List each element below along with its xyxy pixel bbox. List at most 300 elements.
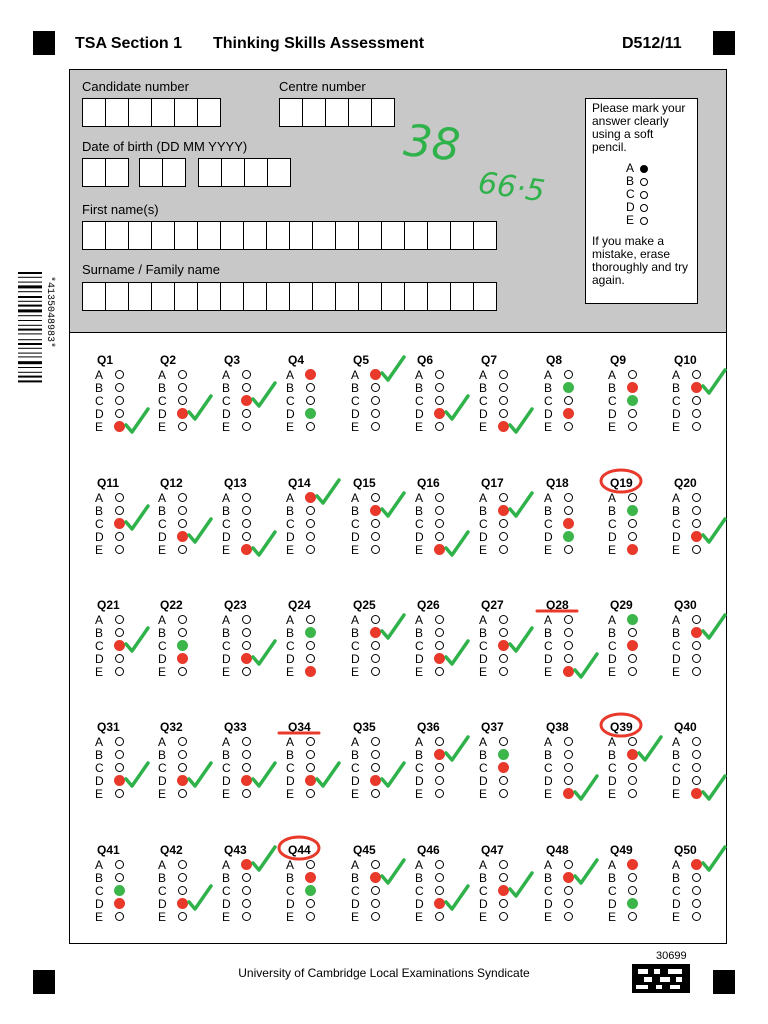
answer-bubble[interactable] (628, 737, 637, 746)
marked-answer-bubble[interactable] (434, 653, 445, 664)
answer-bubble[interactable] (499, 409, 508, 418)
marked-answer-bubble[interactable] (114, 898, 125, 909)
answer-bubble[interactable] (178, 737, 187, 746)
character-box[interactable] (162, 158, 186, 187)
answer-bubble[interactable] (435, 493, 444, 502)
character-box[interactable] (312, 282, 336, 311)
character-box[interactable] (289, 221, 313, 250)
character-box[interactable] (82, 158, 106, 187)
character-box[interactable] (381, 221, 405, 250)
answer-bubble[interactable] (435, 776, 444, 785)
answer-bubble[interactable] (564, 396, 573, 405)
marked-answer-bubble[interactable] (563, 408, 574, 419)
marked-answer-bubble[interactable] (305, 492, 316, 503)
character-box[interactable] (358, 221, 382, 250)
answer-bubble[interactable] (371, 641, 380, 650)
answer-bubble[interactable] (371, 422, 380, 431)
answer-bubble[interactable] (242, 493, 251, 502)
answer-bubble[interactable] (435, 789, 444, 798)
answer-bubble[interactable] (499, 860, 508, 869)
answer-bubble[interactable] (306, 519, 315, 528)
answer-bubble[interactable] (692, 912, 701, 921)
answer-bubble[interactable] (692, 545, 701, 554)
answer-bubble[interactable] (564, 422, 573, 431)
character-box[interactable] (151, 282, 175, 311)
correct-answer-bubble[interactable] (305, 627, 316, 638)
marked-answer-bubble[interactable] (177, 531, 188, 542)
answer-bubble[interactable] (242, 506, 251, 515)
answer-bubble[interactable] (435, 912, 444, 921)
answer-bubble[interactable] (499, 370, 508, 379)
answer-bubble[interactable] (115, 409, 124, 418)
correct-answer-bubble[interactable] (177, 640, 188, 651)
answer-bubble[interactable] (499, 873, 508, 882)
character-box[interactable] (128, 282, 152, 311)
answer-bubble[interactable] (371, 899, 380, 908)
answer-bubble[interactable] (435, 422, 444, 431)
answer-bubble[interactable] (115, 654, 124, 663)
answer-bubble[interactable] (371, 383, 380, 392)
answer-bubble[interactable] (564, 912, 573, 921)
correct-answer-bubble[interactable] (114, 885, 125, 896)
marked-answer-bubble[interactable] (434, 898, 445, 909)
answer-bubble[interactable] (692, 899, 701, 908)
marked-answer-bubble[interactable] (434, 544, 445, 555)
answer-bubble[interactable] (435, 396, 444, 405)
marked-answer-bubble[interactable] (434, 408, 445, 419)
character-box[interactable] (427, 282, 451, 311)
marked-answer-bubble[interactable] (691, 859, 702, 870)
dob-month-field[interactable] (139, 158, 185, 187)
answer-bubble[interactable] (115, 750, 124, 759)
answer-bubble[interactable] (178, 873, 187, 882)
answer-bubble[interactable] (692, 396, 701, 405)
answer-bubble[interactable] (499, 654, 508, 663)
answer-bubble[interactable] (371, 615, 380, 624)
answer-bubble[interactable] (371, 789, 380, 798)
answer-bubble[interactable] (371, 409, 380, 418)
answer-bubble[interactable] (242, 789, 251, 798)
answer-bubble[interactable] (115, 545, 124, 554)
character-box[interactable] (348, 98, 372, 127)
answer-bubble[interactable] (564, 654, 573, 663)
character-box[interactable] (266, 282, 290, 311)
answer-bubble[interactable] (115, 737, 124, 746)
answer-bubble[interactable] (242, 370, 251, 379)
answer-bubble[interactable] (499, 383, 508, 392)
answer-bubble[interactable] (499, 545, 508, 554)
answer-bubble[interactable] (306, 396, 315, 405)
character-box[interactable] (371, 98, 395, 127)
centre-number-field[interactable] (279, 98, 394, 127)
marked-answer-bubble[interactable] (691, 788, 702, 799)
character-box[interactable] (128, 221, 152, 250)
marked-answer-bubble[interactable] (177, 408, 188, 419)
character-box[interactable] (473, 221, 497, 250)
marked-answer-bubble[interactable] (691, 531, 702, 542)
character-box[interactable] (312, 221, 336, 250)
answer-bubble[interactable] (628, 519, 637, 528)
answer-bubble[interactable] (115, 493, 124, 502)
answer-bubble[interactable] (242, 912, 251, 921)
marked-answer-bubble[interactable] (563, 788, 574, 799)
marked-answer-bubble[interactable] (177, 898, 188, 909)
answer-bubble[interactable] (371, 912, 380, 921)
answer-bubble[interactable] (564, 493, 573, 502)
character-box[interactable] (473, 282, 497, 311)
marked-answer-bubble[interactable] (370, 872, 381, 883)
answer-bubble[interactable] (115, 628, 124, 637)
marked-answer-bubble[interactable] (241, 775, 252, 786)
correct-answer-bubble[interactable] (627, 898, 638, 909)
character-box[interactable] (335, 221, 359, 250)
answer-bubble[interactable] (115, 873, 124, 882)
character-box[interactable] (279, 98, 303, 127)
answer-bubble[interactable] (435, 860, 444, 869)
correct-answer-bubble[interactable] (627, 395, 638, 406)
answer-bubble[interactable] (564, 763, 573, 772)
marked-answer-bubble[interactable] (370, 369, 381, 380)
character-box[interactable] (427, 221, 451, 250)
answer-bubble[interactable] (564, 370, 573, 379)
marked-answer-bubble[interactable] (498, 505, 509, 516)
answer-bubble[interactable] (692, 750, 701, 759)
answer-bubble[interactable] (178, 383, 187, 392)
character-box[interactable] (267, 158, 291, 187)
answer-bubble[interactable] (371, 396, 380, 405)
answer-bubble[interactable] (499, 615, 508, 624)
answer-bubble[interactable] (371, 545, 380, 554)
answer-bubble[interactable] (178, 667, 187, 676)
answer-bubble[interactable] (178, 545, 187, 554)
character-box[interactable] (198, 158, 222, 187)
marked-answer-bubble[interactable] (627, 859, 638, 870)
answer-bubble[interactable] (628, 776, 637, 785)
answer-bubble[interactable] (435, 506, 444, 515)
character-box[interactable] (289, 282, 313, 311)
answer-bubble[interactable] (499, 667, 508, 676)
character-box[interactable] (404, 221, 428, 250)
answer-bubble[interactable] (306, 532, 315, 541)
character-box[interactable] (325, 98, 349, 127)
answer-bubble[interactable] (242, 641, 251, 650)
answer-bubble[interactable] (306, 422, 315, 431)
answer-bubble[interactable] (435, 641, 444, 650)
answer-bubble[interactable] (435, 737, 444, 746)
answer-bubble[interactable] (242, 519, 251, 528)
answer-bubble[interactable] (499, 776, 508, 785)
answer-bubble[interactable] (628, 409, 637, 418)
candidate-number-field[interactable] (82, 98, 220, 127)
answer-bubble[interactable] (692, 873, 701, 882)
answer-bubble[interactable] (692, 654, 701, 663)
answer-bubble[interactable] (306, 750, 315, 759)
answer-bubble[interactable] (306, 899, 315, 908)
dob-year-field[interactable] (198, 158, 290, 187)
answer-bubble[interactable] (242, 383, 251, 392)
answer-bubble[interactable] (242, 667, 251, 676)
answer-bubble[interactable] (628, 370, 637, 379)
answer-bubble[interactable] (371, 860, 380, 869)
marked-answer-bubble[interactable] (563, 872, 574, 883)
answer-bubble[interactable] (242, 750, 251, 759)
answer-bubble[interactable] (115, 506, 124, 515)
answer-bubble[interactable] (306, 641, 315, 650)
answer-bubble[interactable] (692, 519, 701, 528)
marked-answer-bubble[interactable] (241, 395, 252, 406)
answer-bubble[interactable] (178, 615, 187, 624)
marked-answer-bubble[interactable] (498, 762, 509, 773)
answer-bubble[interactable] (628, 654, 637, 663)
character-box[interactable] (105, 98, 129, 127)
character-box[interactable] (450, 221, 474, 250)
character-box[interactable] (244, 158, 268, 187)
answer-bubble[interactable] (242, 763, 251, 772)
character-box[interactable] (335, 282, 359, 311)
character-box[interactable] (243, 221, 267, 250)
correct-answer-bubble[interactable] (305, 885, 316, 896)
marked-answer-bubble[interactable] (627, 382, 638, 393)
answer-bubble[interactable] (178, 370, 187, 379)
answer-bubble[interactable] (371, 654, 380, 663)
marked-answer-bubble[interactable] (370, 775, 381, 786)
answer-bubble[interactable] (306, 506, 315, 515)
answer-bubble[interactable] (178, 763, 187, 772)
character-box[interactable] (197, 98, 221, 127)
answer-bubble[interactable] (435, 667, 444, 676)
answer-bubble[interactable] (564, 737, 573, 746)
marked-answer-bubble[interactable] (627, 544, 638, 555)
answer-bubble[interactable] (371, 737, 380, 746)
answer-bubble[interactable] (628, 667, 637, 676)
answer-bubble[interactable] (242, 409, 251, 418)
character-box[interactable] (174, 221, 198, 250)
character-box[interactable] (197, 221, 221, 250)
character-box[interactable] (221, 158, 245, 187)
answer-bubble[interactable] (178, 860, 187, 869)
answer-bubble[interactable] (371, 763, 380, 772)
answer-bubble[interactable] (178, 912, 187, 921)
answer-bubble[interactable] (371, 886, 380, 895)
answer-bubble[interactable] (564, 641, 573, 650)
answer-bubble[interactable] (499, 493, 508, 502)
answer-bubble[interactable] (371, 667, 380, 676)
answer-bubble[interactable] (435, 886, 444, 895)
character-box[interactable] (105, 221, 129, 250)
surname-field[interactable] (82, 282, 496, 311)
marked-answer-bubble[interactable] (370, 627, 381, 638)
answer-bubble[interactable] (115, 396, 124, 405)
correct-answer-bubble[interactable] (563, 382, 574, 393)
marked-answer-bubble[interactable] (498, 640, 509, 651)
character-box[interactable] (302, 98, 326, 127)
marked-answer-bubble[interactable] (691, 382, 702, 393)
answer-bubble[interactable] (242, 899, 251, 908)
answer-bubble[interactable] (435, 383, 444, 392)
marked-answer-bubble[interactable] (305, 369, 316, 380)
marked-answer-bubble[interactable] (498, 885, 509, 896)
marked-answer-bubble[interactable] (114, 421, 125, 432)
marked-answer-bubble[interactable] (114, 640, 125, 651)
answer-bubble[interactable] (435, 532, 444, 541)
marked-answer-bubble[interactable] (370, 505, 381, 516)
answer-bubble[interactable] (435, 628, 444, 637)
answer-bubble[interactable] (242, 422, 251, 431)
answer-bubble[interactable] (306, 615, 315, 624)
answer-bubble[interactable] (499, 912, 508, 921)
answer-bubble[interactable] (692, 493, 701, 502)
marked-answer-bubble[interactable] (434, 749, 445, 760)
answer-bubble[interactable] (564, 899, 573, 908)
marked-answer-bubble[interactable] (241, 859, 252, 870)
answer-bubble[interactable] (692, 737, 701, 746)
marked-answer-bubble[interactable] (691, 627, 702, 638)
answer-bubble[interactable] (628, 789, 637, 798)
answer-bubble[interactable] (499, 519, 508, 528)
marked-answer-bubble[interactable] (114, 518, 125, 529)
answer-bubble[interactable] (435, 370, 444, 379)
answer-bubble[interactable] (306, 763, 315, 772)
character-box[interactable] (139, 158, 163, 187)
answer-bubble[interactable] (692, 763, 701, 772)
answer-bubble[interactable] (242, 886, 251, 895)
answer-bubble[interactable] (692, 776, 701, 785)
answer-bubble[interactable] (692, 641, 701, 650)
character-box[interactable] (151, 221, 175, 250)
character-box[interactable] (128, 98, 152, 127)
marked-answer-bubble[interactable] (177, 775, 188, 786)
answer-bubble[interactable] (564, 750, 573, 759)
answer-bubble[interactable] (628, 628, 637, 637)
correct-answer-bubble[interactable] (305, 408, 316, 419)
answer-bubble[interactable] (306, 860, 315, 869)
answer-bubble[interactable] (628, 763, 637, 772)
answer-bubble[interactable] (178, 396, 187, 405)
answer-bubble[interactable] (178, 789, 187, 798)
marked-answer-bubble[interactable] (305, 775, 316, 786)
answer-bubble[interactable] (178, 422, 187, 431)
answer-bubble[interactable] (178, 628, 187, 637)
answer-bubble[interactable] (692, 667, 701, 676)
correct-answer-bubble[interactable] (563, 531, 574, 542)
answer-bubble[interactable] (115, 667, 124, 676)
character-box[interactable] (220, 282, 244, 311)
answer-bubble[interactable] (628, 532, 637, 541)
character-box[interactable] (266, 221, 290, 250)
answer-bubble[interactable] (306, 545, 315, 554)
character-box[interactable] (174, 98, 198, 127)
marked-answer-bubble[interactable] (177, 653, 188, 664)
answer-bubble[interactable] (178, 493, 187, 502)
answer-bubble[interactable] (692, 615, 701, 624)
character-box[interactable] (450, 282, 474, 311)
character-box[interactable] (82, 221, 106, 250)
answer-bubble[interactable] (628, 912, 637, 921)
answer-bubble[interactable] (242, 628, 251, 637)
character-box[interactable] (105, 282, 129, 311)
marked-answer-bubble[interactable] (241, 544, 252, 555)
answer-bubble[interactable] (115, 615, 124, 624)
marked-answer-bubble[interactable] (563, 666, 574, 677)
answer-bubble[interactable] (115, 912, 124, 921)
answer-bubble[interactable] (692, 409, 701, 418)
character-box[interactable] (358, 282, 382, 311)
answer-bubble[interactable] (692, 370, 701, 379)
answer-bubble[interactable] (242, 615, 251, 624)
marked-answer-bubble[interactable] (627, 640, 638, 651)
first-name-field[interactable] (82, 221, 496, 250)
answer-bubble[interactable] (371, 519, 380, 528)
answer-bubble[interactable] (115, 789, 124, 798)
answer-bubble[interactable] (628, 493, 637, 502)
answer-bubble[interactable] (499, 628, 508, 637)
marked-answer-bubble[interactable] (563, 518, 574, 529)
marked-answer-bubble[interactable] (305, 666, 316, 677)
answer-bubble[interactable] (371, 532, 380, 541)
answer-bubble[interactable] (692, 422, 701, 431)
answer-bubble[interactable] (242, 873, 251, 882)
answer-bubble[interactable] (306, 912, 315, 921)
answer-bubble[interactable] (178, 886, 187, 895)
marked-answer-bubble[interactable] (305, 872, 316, 883)
answer-bubble[interactable] (692, 506, 701, 515)
answer-bubble[interactable] (628, 422, 637, 431)
answer-bubble[interactable] (115, 370, 124, 379)
answer-bubble[interactable] (115, 860, 124, 869)
correct-answer-bubble[interactable] (627, 614, 638, 625)
answer-bubble[interactable] (115, 383, 124, 392)
answer-bubble[interactable] (435, 615, 444, 624)
marked-answer-bubble[interactable] (241, 653, 252, 664)
answer-bubble[interactable] (564, 545, 573, 554)
answer-bubble[interactable] (564, 860, 573, 869)
answer-bubble[interactable] (499, 737, 508, 746)
answer-bubble[interactable] (435, 519, 444, 528)
answer-bubble[interactable] (692, 886, 701, 895)
character-box[interactable] (243, 282, 267, 311)
answer-bubble[interactable] (499, 899, 508, 908)
answer-bubble[interactable] (371, 750, 380, 759)
answer-bubble[interactable] (564, 886, 573, 895)
correct-answer-bubble[interactable] (627, 505, 638, 516)
answer-bubble[interactable] (564, 615, 573, 624)
answer-bubble[interactable] (306, 654, 315, 663)
marked-answer-bubble[interactable] (114, 775, 125, 786)
dob-day-field[interactable] (82, 158, 128, 187)
character-box[interactable] (220, 221, 244, 250)
answer-bubble[interactable] (242, 532, 251, 541)
answer-bubble[interactable] (628, 873, 637, 882)
answer-bubble[interactable] (306, 383, 315, 392)
answer-bubble[interactable] (564, 776, 573, 785)
character-box[interactable] (151, 98, 175, 127)
answer-bubble[interactable] (564, 506, 573, 515)
answer-bubble[interactable] (306, 737, 315, 746)
answer-bubble[interactable] (371, 493, 380, 502)
character-box[interactable] (197, 282, 221, 311)
character-box[interactable] (404, 282, 428, 311)
character-box[interactable] (82, 282, 106, 311)
character-box[interactable] (174, 282, 198, 311)
answer-bubble[interactable] (178, 750, 187, 759)
character-box[interactable] (381, 282, 405, 311)
answer-bubble[interactable] (115, 763, 124, 772)
answer-bubble[interactable] (178, 506, 187, 515)
answer-bubble[interactable] (242, 737, 251, 746)
correct-answer-bubble[interactable] (498, 749, 509, 760)
answer-bubble[interactable] (499, 396, 508, 405)
marked-answer-bubble[interactable] (498, 421, 509, 432)
